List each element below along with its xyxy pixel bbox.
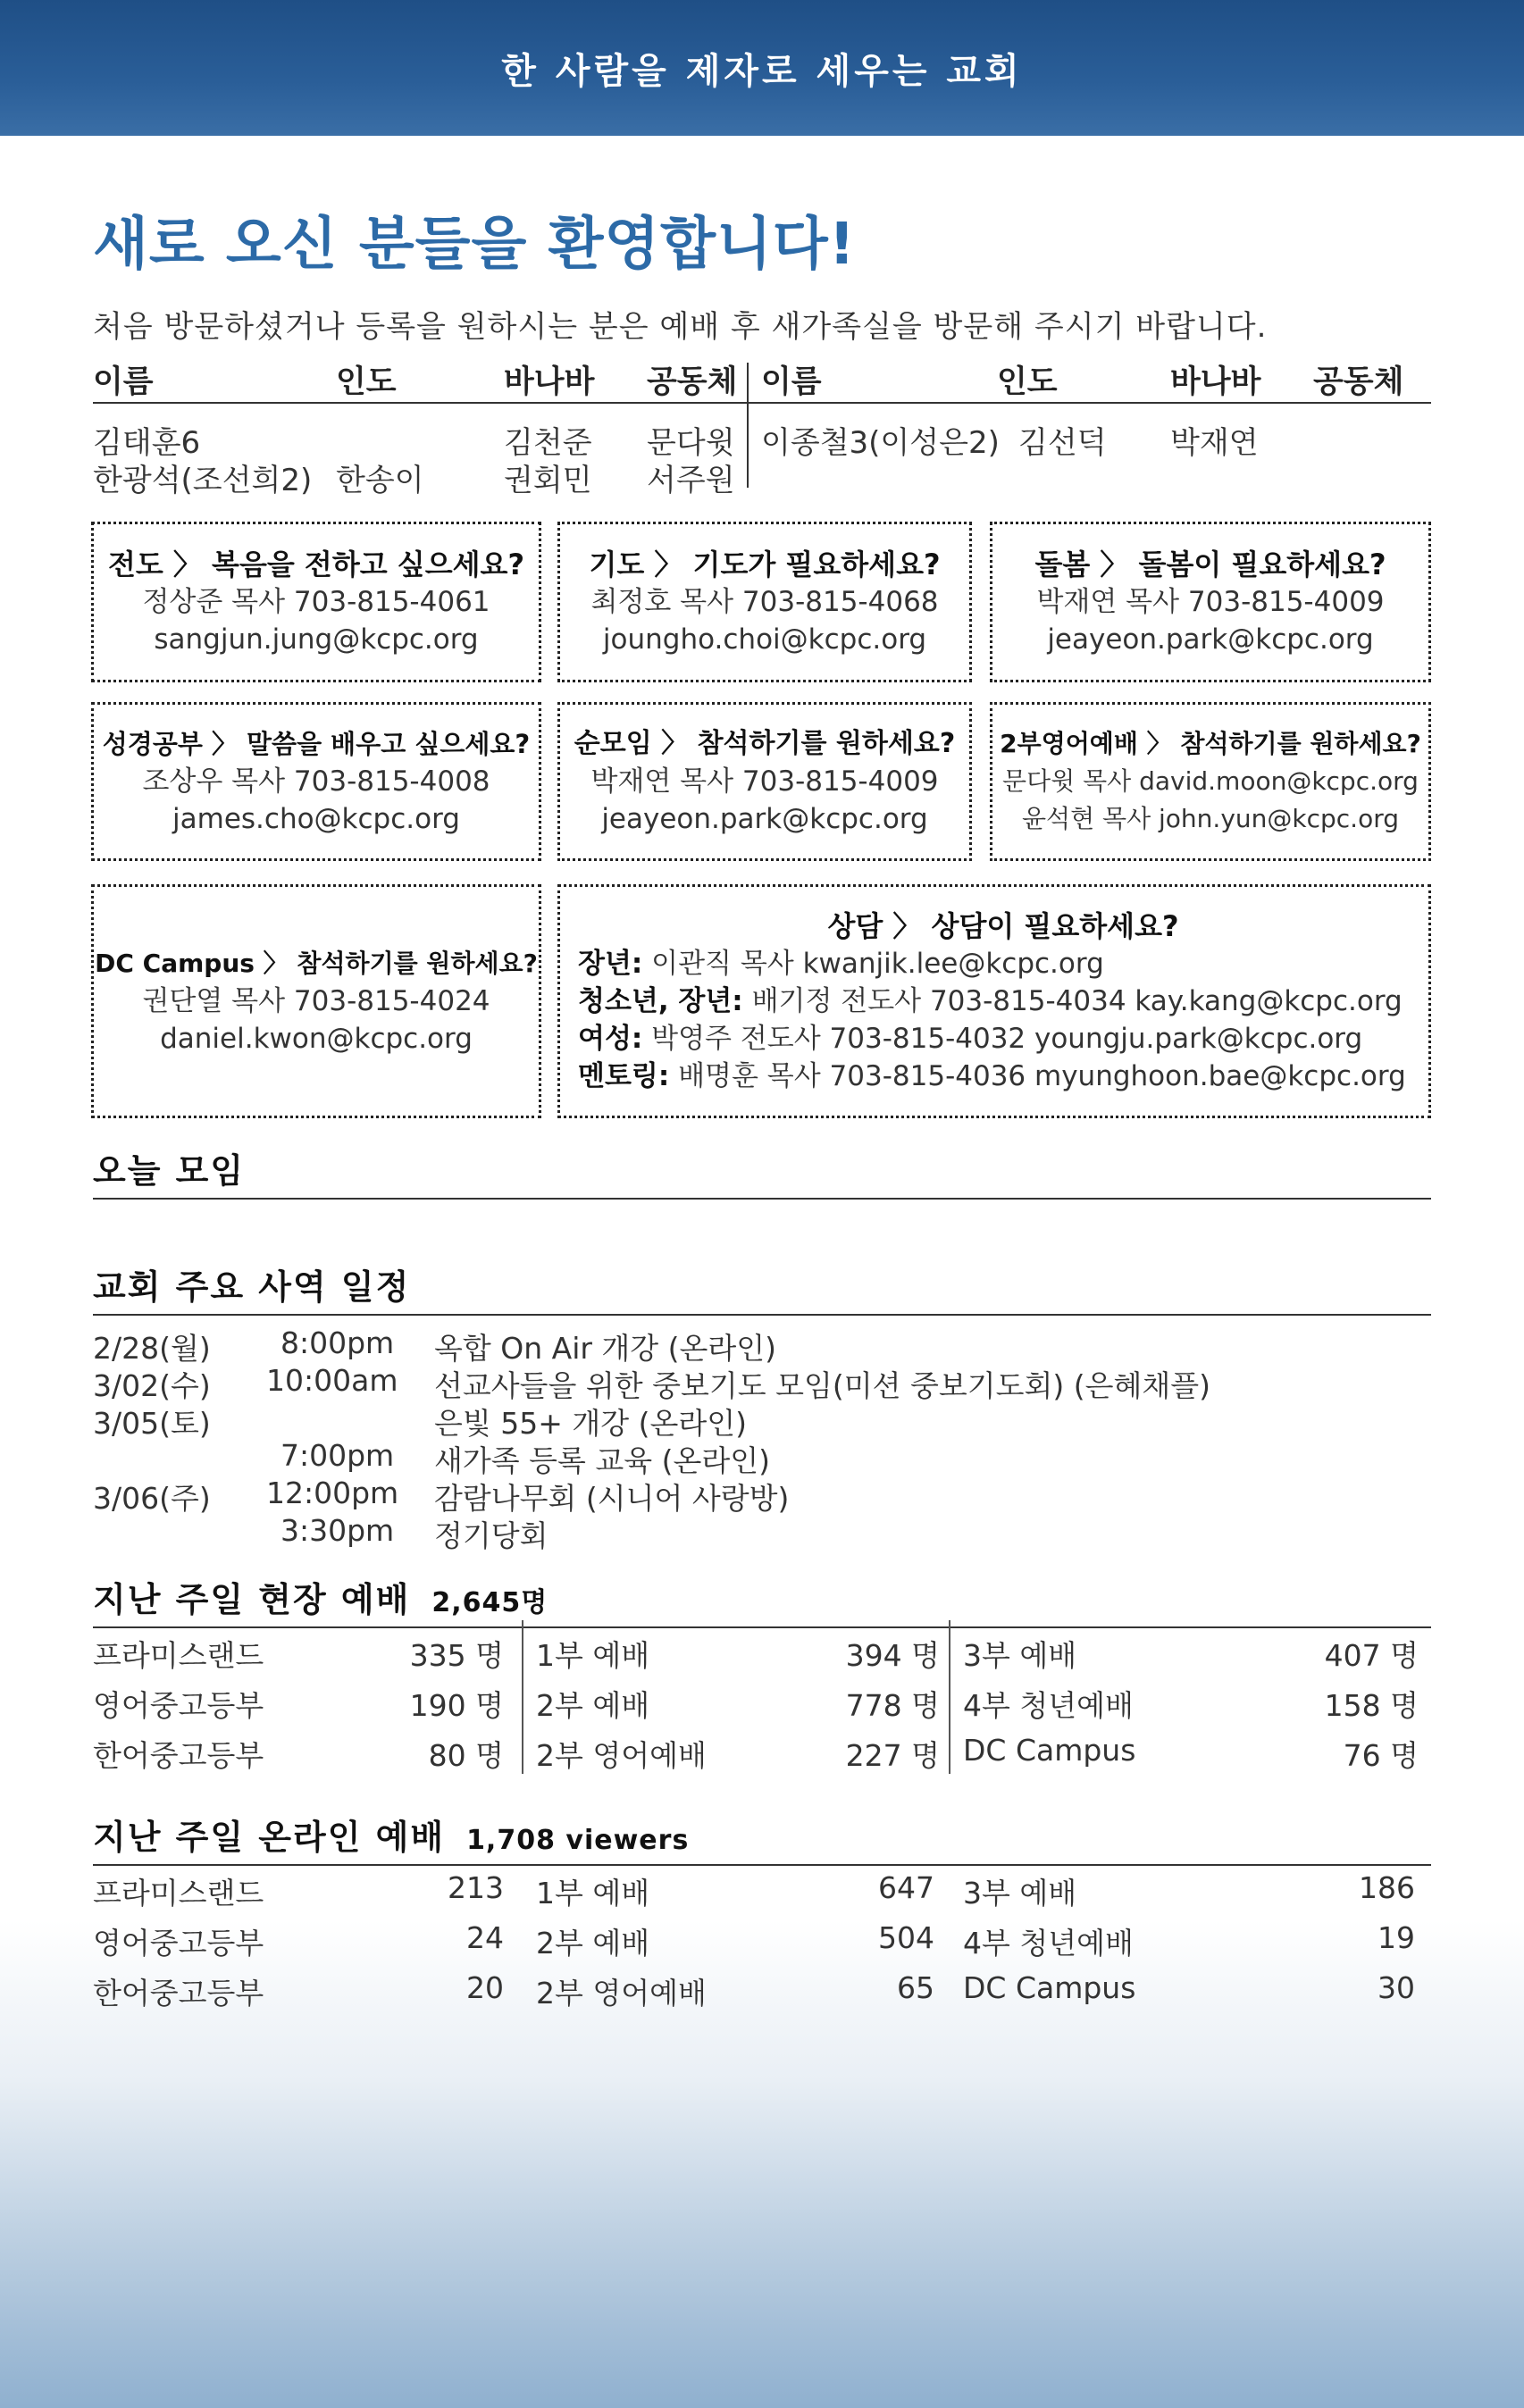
contact-prayer	[557, 522, 972, 682]
stat-value: 647	[878, 1870, 934, 1905]
newcomer-table-header	[93, 355, 1431, 404]
newcomer-barnabas: 김천준	[504, 425, 592, 461]
stat-label: 프라미스랜드	[93, 1876, 264, 1911]
stat-label: 2부 영어예배	[536, 1738, 707, 1773]
stat-label: 영어중고등부	[93, 1688, 264, 1723]
stat-label: DC Campus	[963, 1733, 1136, 1768]
stat-value: 407 명	[1324, 1638, 1419, 1673]
contact-phone: 박재연 목사 703-815-4009	[590, 765, 939, 798]
contact-email: james.cho@kcpc.org	[172, 803, 460, 835]
stat-value: 394 명	[845, 1638, 940, 1673]
contact-title: 상담 〉 상담이 필요하세요?	[827, 909, 1179, 943]
welcome-title: 새로 오신 분들을 환영합니다!	[93, 212, 856, 278]
stat-label: 프라미스랜드	[93, 1638, 264, 1673]
contact-care	[990, 522, 1431, 682]
contact-email: daniel.kwon@kcpc.org	[160, 1023, 473, 1055]
contact-title: 전도 〉 복음을 전하고 싶으세요?	[107, 548, 525, 581]
newcomer-divider	[747, 363, 749, 488]
contact-title: 2부영어예배 〉 참석하기를 원하세요?	[1000, 729, 1421, 758]
contact-phone: 최정호 목사 703-815-4068	[590, 586, 939, 618]
counsel-row: 여성: 박영주 전도사 703-815-4032 youngju.park@kcpc.org	[578, 1023, 1363, 1055]
col-community: 공동체	[647, 364, 738, 400]
newcomer-name: 이종철3(이성은2)	[761, 425, 1000, 461]
col-barnabas-2: 바나바	[1170, 364, 1261, 400]
stat-value: 20	[466, 1970, 504, 2005]
stat-divider	[522, 1620, 523, 1774]
col-barnabas: 바나바	[504, 364, 595, 400]
stat-label: 4부 청년예배	[963, 1926, 1134, 1961]
schedule-time: 12:00pm	[266, 1476, 399, 1510]
newcomer-barnabas: 박재연	[1170, 425, 1259, 461]
schedule-date: 3/02(수)	[93, 1368, 211, 1403]
schedule-time: 8:00pm	[281, 1325, 395, 1360]
newcomer-community: 문다윗	[647, 425, 735, 461]
stat-value: 80 명	[428, 1738, 504, 1773]
contact-email: 윤석현 목사 john.yun@kcpc.org	[1021, 804, 1399, 833]
counsel-row: 청소년, 장년: 배기정 전도사 703-815-4034 kay.kang@kcpc.org	[578, 985, 1403, 1017]
welcome-intro: 처음 방문하셨거나 등록을 원하시는 분은 예배 후 새가족실을 방문해 주시기 바랍니다.	[93, 309, 1268, 345]
stat-value: 158 명	[1324, 1688, 1419, 1723]
contact-email: jeayeon.park@kcpc.org	[1047, 623, 1374, 656]
stat-value: 227 명	[845, 1738, 940, 1773]
contact-counseling	[557, 884, 1431, 1118]
stat-value: 190 명	[409, 1688, 504, 1723]
stat-value: 778 명	[845, 1688, 940, 1723]
schedule-event: 옥합 On Air 개강 (온라인)	[434, 1331, 777, 1366]
stat-label: 4부 청년예배	[963, 1688, 1134, 1723]
stat-label: 한어중고등부	[93, 1976, 264, 2011]
contact-title: 순모임 〉 참석하기를 원하세요?	[574, 728, 956, 759]
stat-value: 213	[448, 1870, 504, 1905]
contact-email: jeayeon.park@kcpc.org	[601, 803, 928, 835]
schedule-time: 7:00pm	[281, 1438, 395, 1473]
col-guide-2: 인도	[997, 364, 1058, 400]
newcomer-name: 김태훈6	[93, 425, 201, 461]
stat-label: 3부 예배	[963, 1638, 1077, 1673]
onsite-total: 2,645명	[431, 1587, 548, 1618]
stat-value: 335 명	[409, 1638, 504, 1673]
online-total: 1,708 viewers	[466, 1825, 690, 1856]
stat-label: 영어중고등부	[93, 1926, 264, 1961]
stat-value: 504	[878, 1920, 934, 1955]
newcomer-community: 서주원	[647, 463, 735, 498]
contact-dc-campus	[91, 884, 541, 1118]
church-motto: 한 사람을 제자로 세우는 교회	[501, 50, 1023, 92]
schedule-date: 3/06(주)	[93, 1481, 211, 1516]
contact-email: 문다윗 목사 david.moon@kcpc.org	[1002, 766, 1419, 796]
contact-email: sangjun.jung@kcpc.org	[154, 623, 479, 656]
contact-phone: 박재연 목사 703-815-4009	[1036, 586, 1385, 618]
schedule-event: 정기당회	[434, 1518, 548, 1553]
stat-label: 2부 예배	[536, 1926, 650, 1961]
col-name: 이름	[93, 364, 154, 400]
stat-label: 2부 영어예배	[536, 1976, 707, 2011]
stat-divider	[949, 1620, 950, 1774]
schedule-event: 감람나무회 (시니어 사랑방)	[434, 1481, 790, 1516]
contact-title: 기도 〉 기도가 필요하세요?	[589, 548, 941, 581]
stat-value: 19	[1377, 1920, 1415, 1955]
schedule-time: 10:00am	[266, 1363, 398, 1398]
contact-english-service	[990, 702, 1431, 861]
stat-value: 24	[466, 1920, 504, 1955]
stat-label: DC Campus	[963, 1970, 1136, 2005]
schedule-time: 3:30pm	[281, 1513, 395, 1548]
newcomer-guide: 김선덕	[1018, 425, 1107, 461]
contact-small-group	[557, 702, 972, 861]
today-meetings-heading: 오늘 모임	[93, 1143, 1431, 1200]
schedule-event: 새가족 등록 교육 (온라인)	[434, 1443, 770, 1478]
counsel-row: 멘토링: 배명훈 목사 703-815-4036 myunghoon.bae@kcpc.org	[578, 1060, 1406, 1092]
schedule-date: 3/05(토)	[93, 1406, 211, 1441]
contact-title: 돌봄 〉 돌봄이 필요하세요?	[1034, 548, 1386, 581]
stat-label: 2부 예배	[536, 1688, 650, 1723]
col-name-2: 이름	[761, 364, 822, 400]
stat-value: 30	[1377, 1970, 1415, 2005]
header-bar	[0, 0, 1524, 136]
schedule-date: 2/28(월)	[93, 1331, 211, 1366]
contact-evangelism	[91, 522, 541, 682]
counsel-row: 장년: 이관직 목사 kwanjik.lee@kcpc.org	[578, 948, 1104, 980]
contact-title: 성경공부 〉 말씀을 배우고 싶으세요?	[102, 729, 531, 759]
newcomer-barnabas: 권회민	[504, 463, 592, 498]
stat-value: 76 명	[1343, 1738, 1419, 1773]
contact-phone: 조상우 목사 703-815-4008	[142, 765, 490, 798]
col-guide: 인도	[336, 364, 397, 400]
stat-label: 한어중고등부	[93, 1738, 264, 1773]
newcomer-guide: 한송이	[336, 463, 424, 498]
stat-value: 65	[897, 1970, 934, 2005]
stat-label: 1부 예배	[536, 1638, 650, 1673]
contact-phone: 권단열 목사 703-815-4024	[142, 985, 490, 1017]
col-community-2: 공동체	[1313, 364, 1404, 400]
schedule-event: 선교사들을 위한 중보기도 모임(미션 중보기도회) (은혜채플)	[434, 1368, 1211, 1403]
stat-label: 3부 예배	[963, 1876, 1077, 1911]
contact-title: DC Campus 〉 참석하기를 원하세요?	[95, 949, 538, 978]
schedule-event: 은빛 55+ 개강 (온라인)	[434, 1406, 748, 1441]
newcomer-name: 한광석(조선희2)	[93, 463, 313, 498]
schedule-heading: 교회 주요 사역 일정	[93, 1259, 1431, 1316]
online-attendance-heading: 지난 주일 온라인 예배 1,708 viewers	[93, 1810, 1431, 1866]
contact-email: joungho.choi@kcpc.org	[602, 623, 927, 656]
stat-value: 186	[1359, 1870, 1415, 1905]
contact-phone: 정상준 목사 703-815-4061	[142, 586, 490, 618]
stat-label: 1부 예배	[536, 1876, 650, 1911]
onsite-attendance-heading: 지난 주일 현장 예배 2,645명	[93, 1572, 1431, 1628]
contact-bible-study	[91, 702, 541, 861]
